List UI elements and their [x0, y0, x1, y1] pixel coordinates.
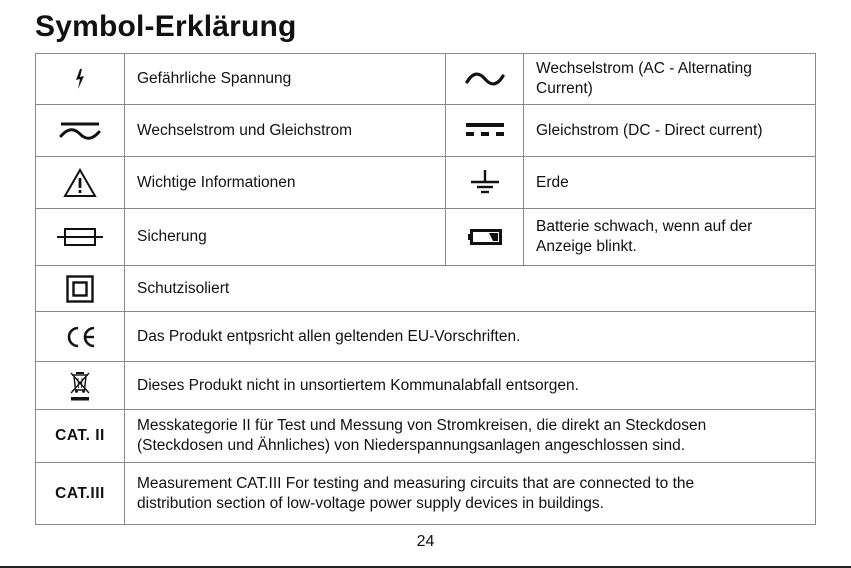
description-line: Measurement CAT.III For testing and measuring circuits that are connected to the: [137, 474, 695, 492]
description-cell: Erde: [524, 157, 816, 209]
table-row: [36, 312, 816, 362]
weee-crossed-bin-icon: [69, 370, 91, 402]
description-line: (Steckdosen und Ähnliches) von Niederspannungsanlagen angeschlossen sind.: [137, 437, 686, 454]
page-number: 24: [416, 533, 435, 550]
description-line: distribution section of low-voltage power supply devices in buildings.: [137, 494, 604, 512]
low-battery-icon: [468, 229, 502, 245]
double-insulation-icon: [66, 275, 94, 303]
fuse-icon: [57, 227, 103, 247]
description-cell: Sicherung: [125, 209, 446, 266]
ac-dc-icon: [57, 120, 103, 142]
ac-sine-wave-icon: [464, 71, 506, 87]
table-row: [36, 410, 816, 463]
symbol-cell: [36, 362, 125, 410]
page-title: Symbol-Erklärung: [35, 10, 297, 43]
symbol-cell: [36, 312, 125, 362]
description-cell: [125, 463, 816, 525]
table-row: [36, 105, 816, 157]
table-row: [36, 463, 816, 525]
symbol-cell: [36, 209, 125, 266]
description-cell: Das Produkt entpsricht allen geltenden EU-Vorschriften.: [125, 312, 816, 362]
symbol-cell: [36, 157, 125, 209]
ce-mark-icon: [63, 326, 97, 348]
lightning-bolt-icon: [73, 69, 87, 89]
table-row: [36, 157, 816, 209]
description-cell: Gefährliche Spannung: [125, 54, 446, 105]
symbol-cell: [36, 266, 125, 312]
symbol-cell: [446, 105, 524, 157]
table-row: [36, 54, 816, 105]
description-cell: Batterie schwach, wenn auf der Anzeige blinkt.: [524, 209, 816, 266]
description-cell: Dieses Produkt nicht in unsortiertem Kommunalabfall entsorgen.: [125, 362, 816, 410]
table-row: [36, 209, 816, 266]
warning-triangle-icon: [63, 168, 97, 198]
cat-ii-label: CAT. II: [36, 410, 125, 463]
symbol-table: [35, 53, 816, 525]
description-cell: Gleichstrom (DC - Direct current): [524, 105, 816, 157]
symbol-cell: [446, 54, 524, 105]
description-cell: Wechselstrom und Gleichstrom: [125, 105, 446, 157]
description-cell: [125, 410, 816, 463]
symbol-cell: [36, 105, 125, 157]
dc-current-icon: [466, 123, 504, 137]
table-row: [36, 362, 816, 410]
description-line: Messkategorie II für Test und Messung von Stromkreisen, die direkt an Steckdosen: [137, 417, 707, 434]
table-row: [36, 266, 816, 312]
description-cell: Schutzisoliert: [125, 266, 816, 312]
ground-icon: [470, 170, 500, 196]
cat-iii-label: CAT.III: [36, 463, 125, 525]
description-cell: Wichtige Informationen: [125, 157, 446, 209]
symbol-cell: [446, 157, 524, 209]
symbol-cell: [36, 54, 125, 105]
symbol-cell: [446, 209, 524, 266]
description-cell: Wechselstrom (AC - Alternating Current): [524, 54, 816, 105]
